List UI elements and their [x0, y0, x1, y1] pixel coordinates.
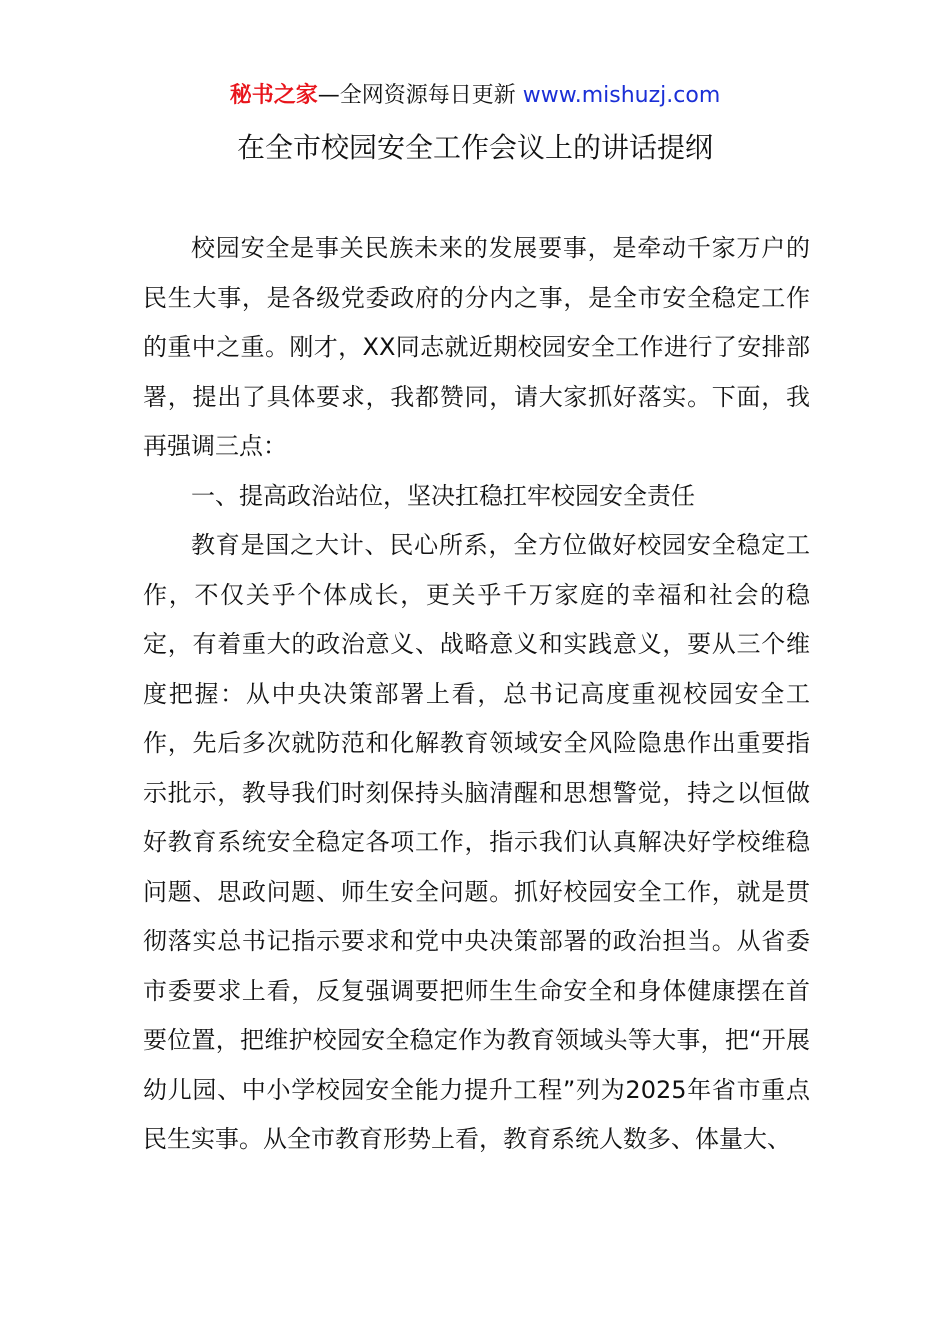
brand-name: 秘书之家: [229, 83, 318, 108]
section-1-paragraph: 教育是国之大计、民心所系，全方位做好校园安全稳定工作，不仅关乎个体成长，更关乎千万家庭的幸福和社会的稳定，有着重大的政治意义、战略意义和实践意义，要从三个维度把握：从中央决策部署上看，总书记高度重视校园安全工作，先后多次就防范和化解教育领域安全风险隐患作出重要指示批示，教导我们时刻保持头脑清醒和思想警觉，持之以恒做好教育系统安全稳定各项工作，指示我们认真解决好学校维稳问题、思政问题、师生安全问题。抓好校园安全工作，就是贯彻落实总书记指示要求和党中央决策部署的政治担当。从省委市委要求上看，反复强调要把师生生命安全和身体健康摆在首要位置，把维护校园安全稳定作为教育领域头等大事，把“开展幼儿园、中小学校园安全能力提升工程”列为2025年省市重点民生实事。从全市教育形势上看，教育系统人数多、体量大、: [143, 531, 810, 1153]
document-title: 在全市校园安全工作会议上的讲话提纲: [236, 131, 713, 164]
document-body: [143, 224, 810, 1165]
site-url[interactable]: www.mishuzj.com: [522, 83, 721, 108]
intro-paragraph: 校园安全是事关民族未来的发展要事，是牵动千家万户的民生大事，是各级党委政府的分内之事，是全市安全稳定工作的重中之重。刚才，XX同志就近期校园安全工作进行了安排部署，提出了具体要求，我都赞同，请大家抓好落实。下面，我再强调三点：: [143, 234, 810, 460]
site-tagline: —全网资源每日更新: [317, 83, 516, 108]
site-banner: [0, 80, 950, 112]
section-heading-1: 一、提高政治站位，坚决扛稳扛牢校园安全责任: [191, 481, 695, 510]
